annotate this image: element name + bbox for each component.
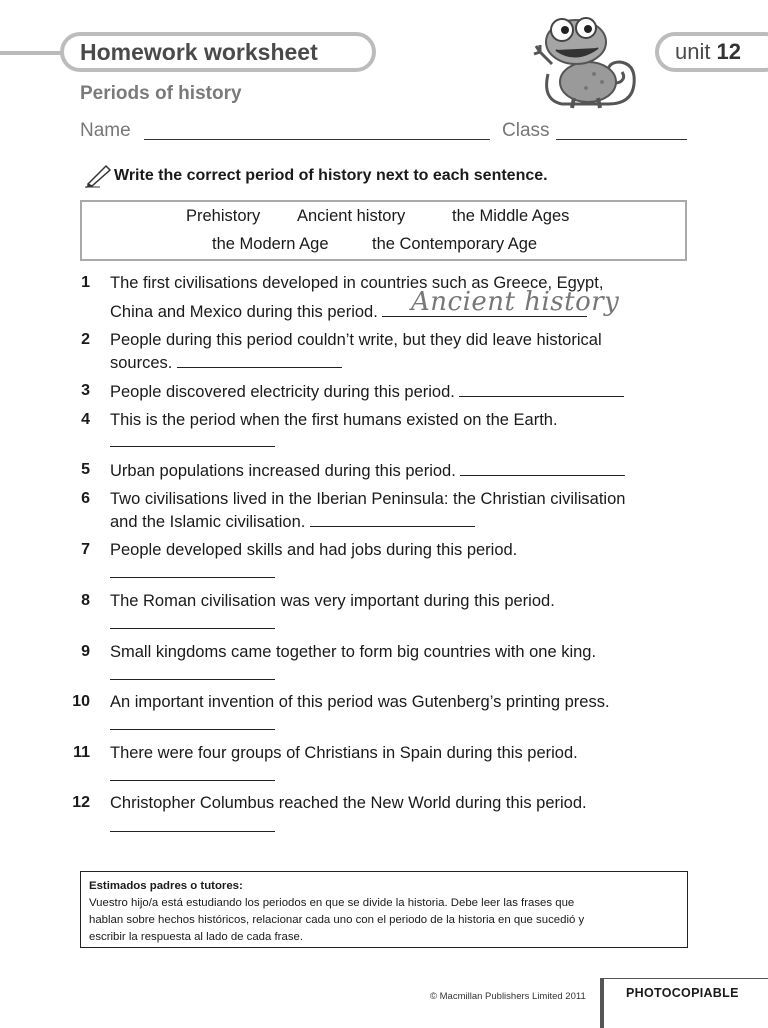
question-number: 9 bbox=[81, 643, 90, 660]
question-line-text: and the Islamic civilisation. bbox=[110, 513, 306, 531]
parents-note-line: hablan sobre hechos históricos, relacionar cada uno con el periodo de la historia en que sucedió y bbox=[89, 914, 585, 926]
question-text: Small kingdoms came together to form big countries with one king. bbox=[110, 643, 597, 661]
question-number: 4 bbox=[81, 411, 90, 428]
answer-blank[interactable] bbox=[110, 628, 275, 629]
unit-number: 12 bbox=[716, 39, 741, 64]
question-line: The first civilisations developed in countries such as Greece, Egypt, bbox=[110, 274, 604, 292]
copyright-text: © Macmillan Publishers Limited 2011 bbox=[430, 991, 586, 1002]
question-text bbox=[110, 488, 685, 533]
handwritten-answer: Ancient history bbox=[411, 287, 620, 317]
answer-blank[interactable] bbox=[110, 780, 275, 781]
question-text bbox=[110, 329, 685, 374]
name-field[interactable] bbox=[144, 139, 490, 140]
instruction-text: Write the correct period of history next to each sentence. bbox=[114, 167, 548, 184]
question-number: 6 bbox=[81, 490, 90, 507]
question-line: Two civilisations lived in the Iberian Peninsula: the Christian civilisation bbox=[110, 490, 626, 508]
answer-blank[interactable] bbox=[177, 351, 342, 368]
chameleon-mascot-icon bbox=[528, 12, 646, 110]
question-number: 5 bbox=[81, 461, 90, 478]
pencil-icon bbox=[84, 162, 112, 188]
question-number: 11 bbox=[73, 744, 90, 761]
question-line: People during this period couldn’t write, but they did leave historical bbox=[110, 331, 602, 349]
parents-note bbox=[80, 871, 688, 948]
question-number: 8 bbox=[81, 592, 90, 609]
question-text bbox=[110, 380, 685, 403]
question-line-text: China and Mexico during this period. bbox=[110, 303, 378, 321]
question-line bbox=[110, 351, 685, 374]
question-number: 10 bbox=[72, 693, 90, 710]
question-number: 1 bbox=[81, 274, 90, 291]
worksheet-title bbox=[60, 32, 376, 72]
question-line: Urban populations increased during this period. bbox=[110, 462, 456, 480]
word-option: Prehistory bbox=[186, 207, 261, 225]
question-number: 3 bbox=[81, 382, 90, 399]
worksheet-subtitle: Periods of history bbox=[80, 83, 242, 104]
unit-badge bbox=[655, 32, 768, 72]
answer-blank[interactable] bbox=[310, 510, 475, 527]
question-number: 7 bbox=[81, 541, 90, 558]
question-text: There were four groups of Christians in Spain during this period. bbox=[110, 744, 578, 762]
word-option: the Contemporary Age bbox=[372, 235, 538, 253]
title-bar-line bbox=[0, 51, 66, 55]
question-text: The Roman civilisation was very important during this period. bbox=[110, 592, 555, 610]
word-option: the Modern Age bbox=[212, 235, 329, 253]
question-line: People discovered electricity during this period. bbox=[110, 383, 455, 401]
class-field[interactable] bbox=[556, 139, 687, 140]
answer-blank[interactable] bbox=[460, 459, 625, 476]
question-text bbox=[110, 459, 685, 482]
unit-label: unit bbox=[675, 39, 711, 64]
answer-blank[interactable] bbox=[110, 729, 275, 730]
parents-note-title: Estimados padres o tutores: bbox=[89, 880, 243, 892]
answer-blank[interactable] bbox=[110, 831, 275, 832]
answer-blank[interactable] bbox=[110, 679, 275, 680]
question-line-text: sources. bbox=[110, 354, 173, 372]
answer-blank[interactable] bbox=[110, 577, 275, 578]
parents-note-line: Vuestro hijo/a está estudiando los periodos en que se divide la historia. Debe leer las frases que bbox=[89, 897, 575, 909]
question-text: An important invention of this period was Gutenberg’s printing press. bbox=[110, 693, 610, 711]
question-text: This is the period when the first humans existed on the Earth. bbox=[110, 411, 558, 429]
parents-note-line: escribir la respuesta al lado de cada frase. bbox=[89, 931, 304, 943]
word-box bbox=[80, 200, 687, 261]
answer-blank[interactable] bbox=[110, 446, 275, 447]
class-label: Class bbox=[502, 120, 550, 141]
question-text: People developed skills and had jobs during this period. bbox=[110, 541, 518, 559]
word-option: the Middle Ages bbox=[452, 207, 570, 225]
word-option: Ancient history bbox=[297, 207, 406, 225]
question-number: 12 bbox=[72, 794, 90, 811]
worksheet-title-text: Homework worksheet bbox=[80, 38, 318, 65]
question-line bbox=[110, 510, 685, 533]
answer-blank[interactable] bbox=[459, 380, 624, 397]
question-number: 2 bbox=[81, 331, 90, 348]
question-text: Christopher Columbus reached the New World during this period. bbox=[110, 794, 587, 812]
photocopiable-label: PHOTOCOPIABLE bbox=[600, 978, 768, 1028]
name-label: Name bbox=[80, 120, 131, 141]
